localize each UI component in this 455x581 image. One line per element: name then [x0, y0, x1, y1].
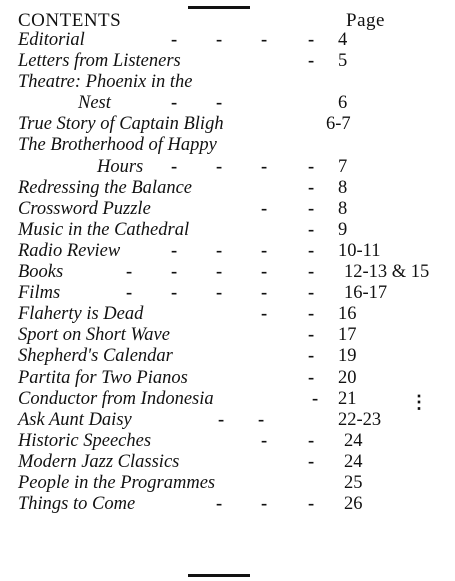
- toc-title[interactable]: Historic Speeches: [18, 430, 152, 451]
- toc-page-number: 17: [338, 325, 357, 346]
- toc-line: Redressing the Balance - 8: [18, 177, 348, 198]
- toc-page-number: 8: [338, 177, 348, 198]
- toc-line: Music in the Cathedral - 9: [18, 219, 348, 240]
- toc-title[interactable]: People in the Programmes: [18, 472, 216, 493]
- toc-line: Shepherd's Calendar - 19: [18, 346, 357, 367]
- toc-title[interactable]: Radio Review: [18, 240, 121, 261]
- toc-line: Historic Speeches - - 24: [18, 430, 363, 451]
- toc-line: Flaherty is Dead - - 16: [18, 304, 357, 325]
- toc-line: Hours - - - - 7: [97, 156, 348, 177]
- bottom-rule: [188, 574, 250, 577]
- toc-title[interactable]: Ask Aunt Daisy: [18, 409, 132, 430]
- toc-title[interactable]: Music in the Cathedral: [18, 219, 190, 240]
- toc-title[interactable]: True Story of Captain Bligh: [18, 114, 224, 135]
- contents-heading: CONTENTS: [18, 10, 122, 31]
- toc-line: Ask Aunt Daisy - - 22-23: [18, 409, 382, 430]
- toc-page-number: 12-13 & 15: [344, 262, 430, 283]
- toc-line: Modern Jazz Classics - 24: [18, 451, 363, 472]
- toc-title[interactable]: Crossword Puzzle: [18, 198, 151, 219]
- page-column-heading: Page: [346, 10, 385, 31]
- toc-title[interactable]: Sport on Short Wave: [18, 325, 170, 346]
- toc-title[interactable]: Redressing the Balance: [18, 177, 192, 198]
- toc-page-number: 9: [338, 219, 348, 240]
- toc-line: Crossword Puzzle - - 8: [18, 198, 348, 219]
- toc-title[interactable]: Films: [18, 283, 61, 304]
- toc-title[interactable]: Hours: [97, 156, 144, 177]
- toc-line: Editorial - - - - 4: [18, 30, 348, 50]
- toc-line: Sport on Short Wave - 17: [18, 325, 357, 346]
- toc-page-number: 5: [338, 51, 348, 72]
- toc-page-number: 26: [344, 494, 363, 515]
- toc-line: Things to Come - - - 26: [18, 494, 363, 515]
- toc-line: Radio Review - - - - 10-11: [18, 240, 381, 261]
- toc-page-number: 16: [338, 304, 357, 325]
- toc-line: [18, 473, 448, 494]
- toc-page-number: 24: [344, 430, 363, 451]
- toc-line: Books - - - - - 12-13 & 15: [18, 262, 430, 283]
- toc-title[interactable]: Things to Come: [18, 494, 136, 515]
- toc-title[interactable]: Letters from Listeners: [18, 51, 181, 72]
- toc-page-number: 24: [344, 451, 363, 472]
- toc-page-number: 16-17: [344, 283, 388, 304]
- toc-page-number: 19: [338, 346, 357, 367]
- toc-title[interactable]: Nest: [78, 93, 111, 114]
- toc-line: Letters from Listeners - 5: [18, 51, 348, 72]
- toc-title[interactable]: Conductor from Indonesia: [18, 388, 214, 409]
- toc-page-number: 22-23: [338, 409, 382, 430]
- toc-page-number: 8: [338, 198, 348, 219]
- toc-title[interactable]: Books: [18, 262, 64, 283]
- toc-title[interactable]: The Brotherhood of Happy: [18, 135, 217, 156]
- table-of-contents: [18, 30, 448, 515]
- toc-title[interactable]: Theatre: Phoenix in the: [18, 72, 193, 93]
- toc-title[interactable]: Flaherty is Dead: [18, 304, 144, 325]
- toc-page-number: 7: [338, 156, 348, 177]
- toc-title[interactable]: Shepherd's Calendar: [18, 346, 173, 367]
- toc-title[interactable]: Editorial: [18, 30, 85, 50]
- top-rule: [188, 6, 250, 9]
- toc-page-number: 10-11: [338, 240, 381, 261]
- margin-mark: ⋮: [410, 392, 428, 412]
- toc-page-number: 6: [338, 93, 348, 114]
- toc-title[interactable]: Partita for Two Pianos: [18, 367, 188, 388]
- toc-line: [18, 135, 448, 156]
- toc-page-number: 4: [338, 30, 348, 50]
- toc-line: [18, 72, 448, 93]
- toc-page-number: 21: [338, 388, 357, 409]
- toc-page-number: 20: [338, 367, 357, 388]
- toc-title[interactable]: Modern Jazz Classics: [18, 451, 180, 472]
- toc-line: Nest - - 6: [78, 93, 348, 114]
- toc-line: Films - - - - - 16-17: [18, 283, 388, 304]
- toc-page-number: 25: [344, 472, 363, 493]
- toc-line: Partita for Two Pianos - 20: [18, 367, 357, 388]
- toc-line: [18, 114, 448, 135]
- toc-line: Conductor from Indonesia - 21: [18, 388, 357, 409]
- toc-page-number: 6-7: [326, 114, 351, 135]
